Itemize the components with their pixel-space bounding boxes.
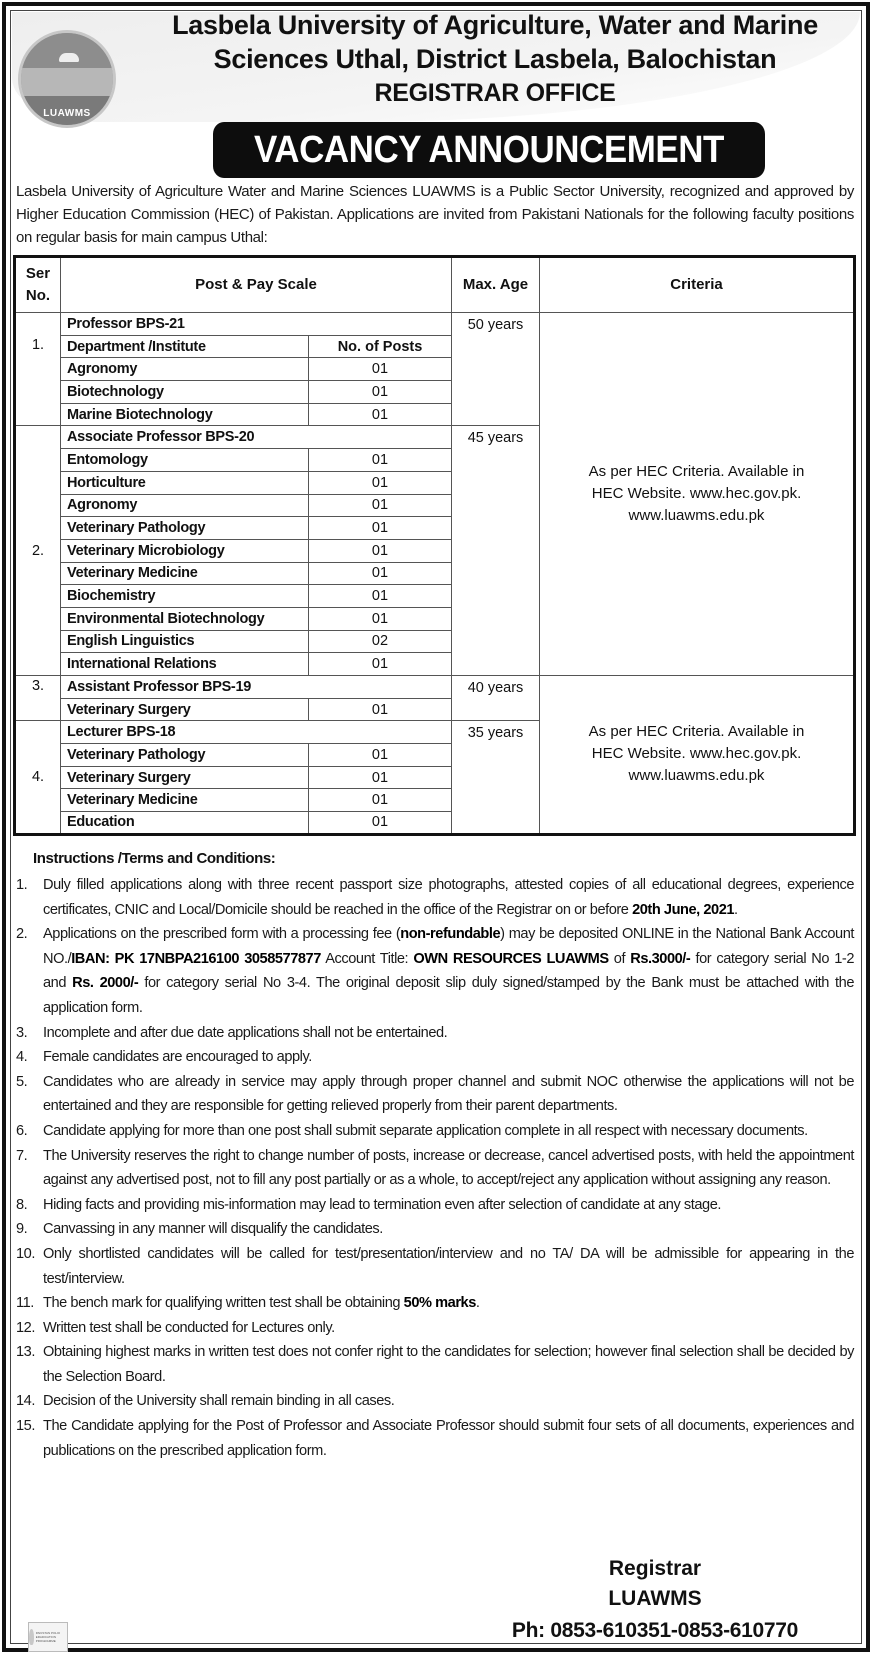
max-age: 45 years [452, 426, 540, 676]
instruction-text-run: of [608, 950, 631, 967]
instruction-emphasis: Rs. 2000/- [72, 975, 139, 992]
instruction-text-run: Hiding facts and providing mis-information may lead to termination even after selection of candidate at any stage. [43, 1196, 721, 1213]
instruction-emphasis: Rs.3000/- [630, 950, 691, 967]
max-age: 35 years [452, 721, 540, 834]
instruction-emphasis: 20th June, 2021 [632, 901, 735, 918]
instruction-text-run: Female candidates are encouraged to apply. [43, 1049, 312, 1066]
instruction-item [16, 1119, 854, 1144]
instruction-text-run: ) may be deposited ONLINE in the National Bank Account NO./ [43, 926, 854, 967]
instruction-text-run: Only shortlisted candidates will be called for test/presentation/interview and no TA/ DA will be admissible for appearing in the test/interview. [43, 1245, 854, 1287]
instruction-item [16, 1242, 854, 1291]
instruction-text-run: Obtaining highest marks in written test does not confer right to the candidates for selection; however final selection shall be decided by the Selection Board. [43, 1344, 854, 1385]
instruction-text [43, 1021, 854, 1046]
number-of-posts: 01 [309, 562, 452, 585]
department-name: International Relations [61, 653, 309, 676]
instruction-number: 1. [16, 877, 28, 893]
instruction-number: 4. [16, 1049, 28, 1066]
instruction-text-run: Decision of the University shall remain binding in all cases. [43, 1393, 395, 1410]
subheader-department: Department /Institute [61, 335, 309, 358]
instruction-text-run: Candidate applying for more than one post shall submit separate application complete in all respect with necessary documents. [43, 1122, 808, 1139]
department-name: Veterinary Microbiology [61, 539, 309, 562]
university-name-line2: Sciences Uthal, District Lasbela, Balochistan [213, 44, 777, 74]
max-age: 40 years [452, 676, 540, 721]
header-max-age: Max. Age [452, 257, 540, 313]
instruction-text [43, 1291, 854, 1316]
instruction-item [16, 1316, 854, 1341]
number-of-posts: 01 [309, 744, 452, 767]
number-of-posts: 01 [309, 585, 452, 608]
instruction-text [43, 1217, 854, 1242]
number-of-posts: 01 [309, 381, 452, 404]
department-name: Veterinary Pathology [61, 744, 309, 767]
instruction-item [16, 1070, 854, 1119]
instruction-number: 13. [16, 1344, 35, 1361]
serial-number: 4. [15, 721, 61, 834]
number-of-posts: 01 [309, 539, 452, 562]
number-of-posts: 01 [309, 812, 452, 835]
number-of-posts: 02 [309, 630, 452, 653]
instruction-emphasis: 50% marks [403, 1295, 476, 1312]
instruction-number: 7. [16, 1147, 28, 1164]
instruction-text-run: for category serial No 3-4. The original deposit slip duly signed/stamped by the Bank must be attached with the application form. [43, 975, 854, 1016]
department-name: Agronomy [61, 358, 309, 381]
instruction-item [16, 1291, 854, 1316]
instruction-text [43, 873, 854, 922]
instruction-text-run: . [734, 901, 738, 918]
instruction-text-run: The University reserves the right to change number of posts, increase or decrease, cancel advertised posts, with held the appointment against any advertised post, not to fill any post partially or as a whole, to accept/reject any application without assigning any reason. [43, 1147, 854, 1189]
vacancy-banner: VACANCY ANNOUNCEMENT [213, 122, 765, 178]
instruction-item [16, 1217, 854, 1242]
serial-number: 1. [15, 313, 61, 426]
instruction-text [43, 1242, 854, 1291]
instruction-number: 9. [16, 1221, 28, 1238]
instruction-text [43, 1340, 854, 1389]
signatory-org: LUAWMS [608, 1587, 702, 1610]
number-of-posts: 01 [309, 789, 452, 812]
instructions-heading: Instructions /Terms and Conditions: [33, 850, 276, 867]
signature-block [470, 1554, 840, 1648]
instruction-text [43, 1045, 854, 1070]
instruction-number: 6. [16, 1122, 28, 1139]
instruction-number: 5. [16, 1073, 28, 1090]
instruction-text-run: Applications on the prescribed form with a processing fee ( [43, 926, 401, 943]
instruction-text [43, 1414, 854, 1463]
department-name: Education [61, 812, 309, 835]
number-of-posts: 01 [309, 494, 452, 517]
instruction-item [16, 1144, 854, 1193]
department-name: Veterinary Medicine [61, 789, 309, 812]
instruction-number: 3. [16, 1024, 28, 1041]
header [0, 0, 874, 180]
university-logo-icon [18, 30, 116, 128]
instruction-text-run: Account Title: [320, 950, 414, 967]
instruction-text-run: for category serial No 1-2 and [43, 950, 854, 992]
instruction-item [16, 1340, 854, 1389]
signatory-title: Registrar [608, 1557, 702, 1580]
department-name: Veterinary Pathology [61, 517, 309, 540]
instruction-number: 15. [16, 1418, 35, 1435]
instruction-item [16, 1389, 854, 1414]
department-name: Agronomy [61, 494, 309, 517]
post-title: Associate Professor BPS-20 [61, 426, 452, 449]
instruction-text-run: Candidates who are already in service may apply through proper channel and submit NOC otherwise the applications will not be entertained and they are responsible for getting relieved properly from their parent departments. [43, 1073, 854, 1115]
book-icon [59, 53, 79, 62]
vacancy-table [13, 255, 856, 836]
number-of-posts: 01 [309, 653, 452, 676]
instruction-item [16, 922, 854, 1020]
number-of-posts: 01 [309, 449, 452, 472]
number-of-posts: 01 [309, 698, 452, 721]
contact-phone: Ph: 0853-610351-0853-610770 [511, 1619, 799, 1642]
department-name: Biotechnology [61, 381, 309, 404]
serial-number: 3. [15, 676, 61, 721]
instruction-text [43, 1193, 854, 1218]
instruction-item [16, 1045, 854, 1070]
department-name: Veterinary Medicine [61, 562, 309, 585]
instruction-text [43, 1144, 854, 1193]
instruction-item [16, 1021, 854, 1046]
instruction-text-run: The bench mark for qualifying written test shall be obtaining [43, 1295, 404, 1312]
max-age: 50 years [452, 313, 540, 426]
instruction-text-run: Duly filled applications along with three recent passport size photographs, attested copies of all educational degrees, experience certificates, CNIC and Local/Domicile should be reached in the office of the Registrar on or before [43, 877, 854, 918]
number-of-posts: 01 [309, 403, 452, 426]
intro-paragraph: Lasbela University of Agriculture Water and Marine Sciences LUAWMS is a Public Sector University, recognized and approved by Higher Education Commission (HEC) of Pakistan. Applications are invited from Pakistani Nationals for the following faculty positions on regular basis for main campus Uthal: [16, 183, 854, 246]
vacancy-table-body [15, 313, 855, 835]
instruction-text [43, 922, 854, 1020]
criteria-text: As per HEC Criteria. Available in HEC Website. www.hec.gov.pk. www.luawms.edu.pk [540, 313, 855, 676]
instruction-text-run: Written test shall be conducted for Lectures only. [43, 1319, 335, 1336]
instruction-emphasis: IBAN: PK 17NBPA216100 3058577877 [71, 950, 321, 967]
department-name: Veterinary Surgery [61, 766, 309, 789]
instructions-list [16, 873, 854, 1463]
department-name: Horticulture [61, 471, 309, 494]
post-title: Assistant Professor BPS-19 [61, 676, 452, 699]
university-name-line1: Lasbela University of Agriculture, Water and Marine [172, 10, 818, 40]
number-of-posts: 01 [309, 766, 452, 789]
number-of-posts: 01 [309, 471, 452, 494]
footprint-icon [29, 1629, 34, 1645]
instruction-number: 2. [16, 926, 28, 943]
instruction-item [16, 1414, 854, 1463]
instruction-text [43, 1316, 854, 1341]
logo-text: LUAWMS [43, 108, 91, 119]
department-name: Veterinary Surgery [61, 698, 309, 721]
department-name: English Linguistics [61, 630, 309, 653]
instruction-emphasis: OWN RESOURCES LUAWMS [413, 950, 609, 967]
post-title-row [15, 676, 855, 699]
instruction-text [43, 1070, 854, 1119]
header-ser-no: Ser No. [15, 257, 61, 313]
instruction-item [16, 1193, 854, 1218]
post-title-row [15, 313, 855, 336]
instruction-text-run: The Candidate applying for the Post of Professor and Associate Professor should submit four sets of all documents, experiences and publications on the prescribed application form. [43, 1418, 854, 1459]
department-name: Marine Biotechnology [61, 403, 309, 426]
polio-eradication-badge [28, 1622, 68, 1652]
instruction-text-run: . [475, 1295, 480, 1312]
instruction-text [43, 1389, 854, 1414]
post-title: Lecturer BPS-18 [61, 721, 452, 744]
department-name: Biochemistry [61, 585, 309, 608]
serial-number: 2. [15, 426, 61, 676]
post-title: Professor BPS-21 [61, 313, 452, 336]
number-of-posts: 01 [309, 358, 452, 381]
instruction-number: 8. [16, 1196, 28, 1213]
number-of-posts: 01 [309, 517, 452, 540]
department-name: Environmental Biotechnology [61, 607, 309, 630]
instruction-text-run: Canvassing in any manner will disqualify the candidates. [43, 1221, 383, 1238]
instruction-number: 10. [16, 1245, 35, 1262]
instruction-number: 14. [16, 1393, 35, 1410]
criteria-text: As per HEC Criteria. Available in HEC Website. www.hec.gov.pk. www.luawms.edu.pk [540, 676, 855, 835]
instruction-text [43, 1119, 854, 1144]
polio-badge-label: PAKISTAN POLIO ERADICATION PROGRAMME [35, 1631, 61, 1643]
instruction-text-run: Incomplete and after due date applications shall not be entertained. [43, 1024, 448, 1041]
instruction-number: 11. [16, 1295, 34, 1312]
office-name: REGISTRAR OFFICE [374, 79, 616, 107]
header-post-pay-scale: Post & Pay Scale [61, 257, 452, 313]
department-name: Entomology [61, 449, 309, 472]
instruction-number: 12. [16, 1319, 35, 1336]
instruction-emphasis: non-refundable [400, 926, 501, 943]
header-criteria: Criteria [540, 257, 855, 313]
subheader-no-of-posts: No. of Posts [309, 335, 452, 358]
number-of-posts: 01 [309, 607, 452, 630]
instruction-item [16, 873, 854, 922]
